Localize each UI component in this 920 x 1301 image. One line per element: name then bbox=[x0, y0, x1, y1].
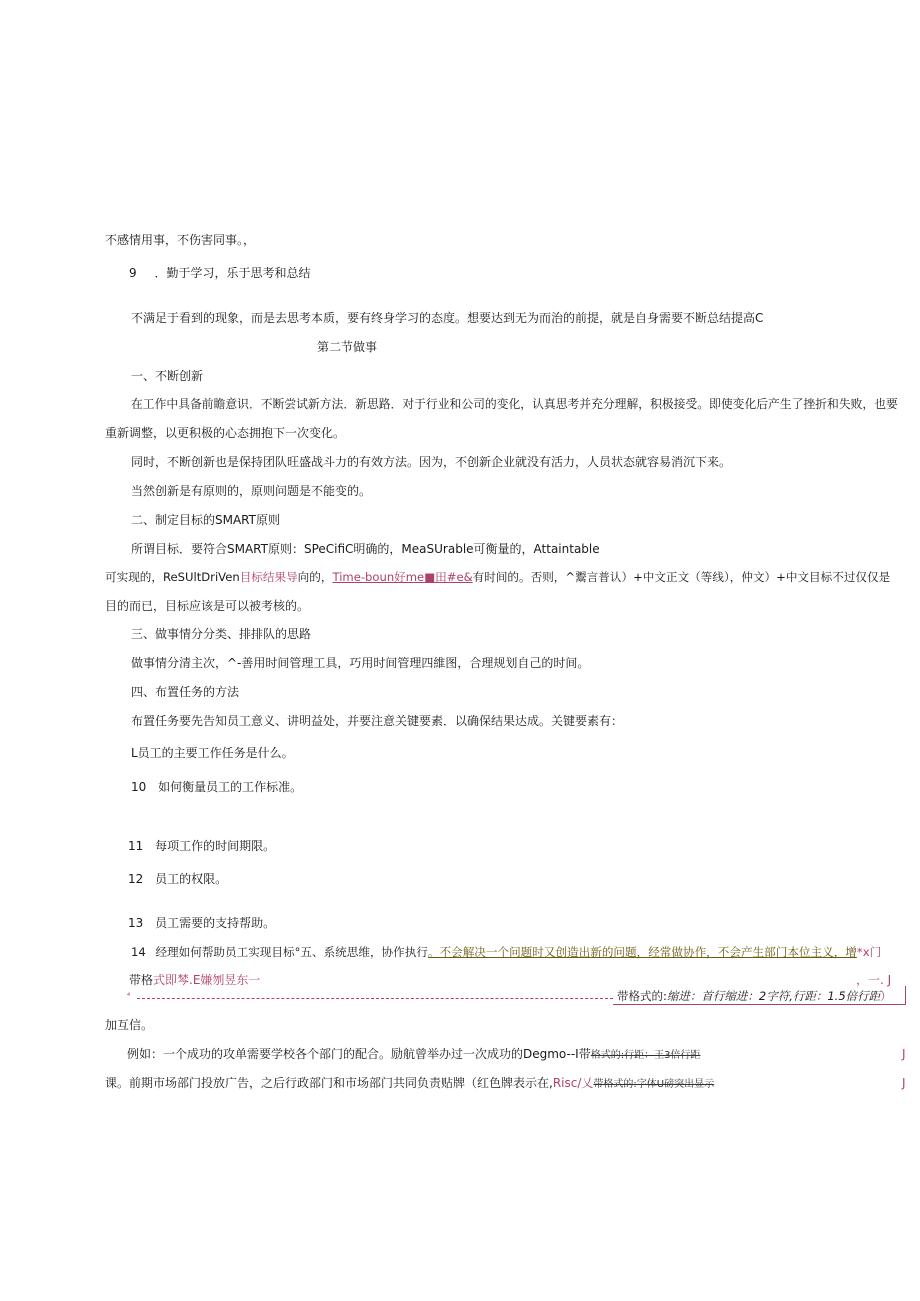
inserted-text: Time-boun好me■田#e& bbox=[332, 570, 473, 584]
list-item-12 bbox=[128, 871, 227, 887]
paragraph-line: 布置任务要先告知员工意义、讲明益处，并要注意关键要素．以确保结果达成。关键要素有： bbox=[131, 714, 624, 728]
text-run: 例如：一个成功的攻单需要学校各个部门的配合。励航曾举办过一次成功的Degmo--I带 bbox=[127, 1047, 591, 1061]
text-run: 有时间的。否则， bbox=[472, 570, 566, 584]
revision-mark: *x门 bbox=[856, 945, 882, 959]
heading-assign-tasks: 四、布置任务的方法 bbox=[131, 685, 240, 699]
revision-mark: J bbox=[902, 1076, 906, 1090]
balloon-text: 式即棽.E嫌刎昱东一 bbox=[153, 973, 261, 987]
inserted-text: 。不会解决一个问题时又创造出新的问题，经常做协作，不会产生部门本位主义，增 bbox=[427, 945, 857, 959]
paragraph-line: 重新调整，以更积极的心态拥抱下一次变化。 bbox=[105, 426, 346, 440]
paragraph-line: 同时，不断创新也是保持团队旺盛战斗力的有效方法。因为，不创新企业就没有活力，人员状态就容易消沉下来。 bbox=[131, 455, 732, 469]
list-number: 14 bbox=[131, 945, 146, 959]
balloon-text: 缩进：首行缩进：2字符,行距：1.5倍行距 bbox=[666, 989, 881, 1003]
list-number: 13 bbox=[128, 916, 144, 930]
paragraph-line: 当然创新是有原则的，原则问题是不能变的。 bbox=[131, 484, 372, 498]
paragraph-line: 所谓目标．要符合SMART原则：SPeCifiC明确的，MeaSUrable可衡量的，Attaintable bbox=[131, 542, 600, 556]
list-item-11 bbox=[128, 838, 275, 854]
heading-prioritize: 三、做事情分分类、排排队的思路 bbox=[131, 627, 312, 641]
list-text: 如何衡量员工的工作标准。 bbox=[158, 780, 303, 794]
paragraph-line: 不满足于看到的现象，而是去思考本质，要有终身学习的态度。想要达到无为而治的前提，就是自身需要不断总结提高C bbox=[131, 311, 764, 325]
deleted-format-note: 带格式的:字体U磅突出显示 bbox=[593, 1079, 715, 1090]
deleted-format-note: 格式的:行距：王3倍行距 bbox=[590, 1050, 701, 1061]
text-run: 课。前期市场部门投放广告，之后行政部门和市场部门共同负责贴牌（红色牌表示在, bbox=[105, 1076, 553, 1090]
list-text: 每项工作的时间期限。 bbox=[155, 839, 276, 853]
list-item-9 bbox=[129, 265, 310, 281]
list-item-10 bbox=[131, 779, 302, 795]
format-balloon-line bbox=[129, 972, 260, 988]
list-number: 11 bbox=[128, 839, 144, 853]
paragraph-line-revisions bbox=[105, 569, 890, 585]
section-title: 第二节做事 bbox=[317, 340, 378, 354]
paragraph-line: 做事情分清主次，^-善用时间管理工具，巧用时间管理四維图，合理规划自己的时间。 bbox=[131, 656, 590, 670]
text-run: 可实现的，ReSUltDriVen bbox=[105, 570, 240, 584]
list-text: ．勤于学习，乐于思考和总结 bbox=[154, 266, 311, 280]
balloon-anchor: ，一. J bbox=[856, 973, 892, 987]
format-marker-text: ^鬻言普认）+中文正文（等线），仲文）+中文 bbox=[565, 570, 810, 584]
balloon-label: 带格式的: bbox=[617, 989, 667, 1003]
list-item: L员工的主要工作任务是什么。 bbox=[131, 746, 294, 760]
revision-mark: J bbox=[902, 1047, 906, 1061]
text-run: 目标不过仅仅是 bbox=[809, 570, 891, 584]
list-text: 员工需要的支持帮助。 bbox=[155, 916, 276, 930]
list-number: 10 bbox=[131, 780, 147, 794]
list-text: 员工的权限。 bbox=[155, 872, 228, 886]
balloon-label: 带格 bbox=[129, 973, 154, 987]
paragraph-line-revisions bbox=[105, 1075, 714, 1093]
list-number: 9 bbox=[129, 266, 137, 280]
revision-anchor-mark: ⁴ bbox=[127, 991, 131, 1000]
format-balloon bbox=[617, 988, 892, 1004]
text-run: 向的， bbox=[297, 570, 333, 584]
paragraph-line: 加互信。 bbox=[105, 1018, 154, 1032]
inserted-text: Risc/乂 bbox=[552, 1076, 594, 1090]
heading-innovation: 一、不断创新 bbox=[131, 369, 204, 383]
list-item-13 bbox=[128, 915, 275, 931]
list-item-14 bbox=[131, 944, 881, 960]
balloon-end-mark: ） bbox=[880, 989, 892, 1003]
revision-connector-line bbox=[137, 998, 613, 999]
paragraph-line-revisions bbox=[127, 1046, 700, 1064]
heading-smart: 二、制定目标的SMART原则 bbox=[131, 513, 280, 527]
inserted-text: 目标结果导 bbox=[239, 570, 298, 584]
paragraph-line: 在工作中具备前瞻意识．不断尝试新方法．新思路．对于行业和公司的变化，认真思考并充分理解，积极接受。即使变化后产生了挫折和失败，也要 bbox=[131, 397, 898, 411]
paragraph-line: 目的而已，目标应该是可以被考核的。 bbox=[105, 599, 310, 613]
list-text: 经理如何帮助员工实现目标°五、系统思维，协作执行 bbox=[155, 945, 428, 959]
list-number: 12 bbox=[128, 872, 144, 886]
paragraph-line: 不感情用事，不伤害同事。， bbox=[105, 233, 256, 247]
